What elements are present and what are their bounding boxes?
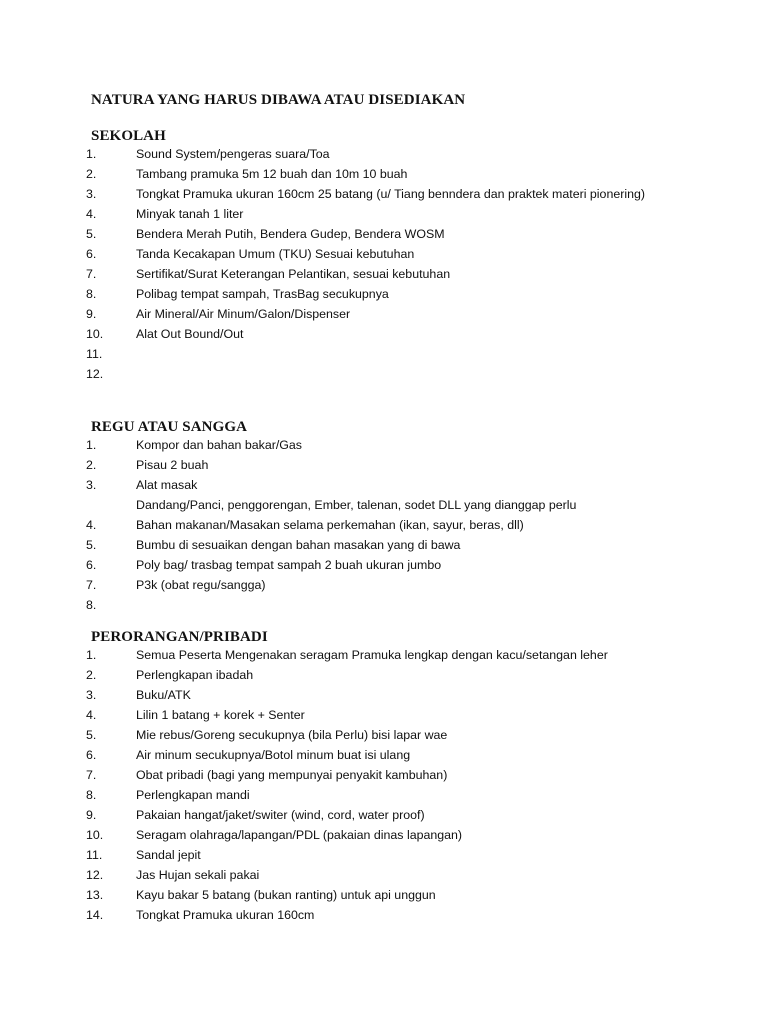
- list-item-text: Dandang/Panci, penggorengan, Ember, talenan, sodet DLL yang dianggap perlu: [136, 498, 577, 512]
- document-title: NATURA YANG HARUS DIBAWA ATAU DISEDIAKAN: [91, 92, 466, 108]
- list-item-text: Poly bag/ trasbag tempat sampah 2 buah ukuran jumbo: [136, 558, 442, 572]
- list-item-text: Kayu bakar 5 batang (bukan ranting) untuk api unggun: [136, 888, 436, 902]
- list-item-text: Mie rebus/Goreng secukupnya (bila Perlu) bisi lapar wae: [136, 728, 448, 742]
- list-item-text: Bendera Merah Putih, Bendera Gudep, Bendera WOSM: [136, 227, 445, 241]
- list-item-number: 6.: [86, 748, 97, 762]
- list-item-number: 10.: [86, 828, 104, 842]
- list-item-text: Pisau 2 buah: [136, 458, 209, 472]
- list-item-text: Seragam olahraga/lapangan/PDL (pakaian dinas lapangan): [136, 828, 463, 842]
- list-item-number: 11.: [86, 848, 103, 862]
- list-item-number: 8.: [86, 598, 97, 612]
- list-item-number: 3.: [86, 478, 97, 492]
- list-item-text: Polibag tempat sampah, TrasBag secukupnya: [136, 287, 389, 301]
- list-item-text: Pakaian hangat/jaket/switer (wind, cord, water proof): [136, 808, 425, 822]
- list-item-text: Bumbu di sesuaikan dengan bahan masakan yang di bawa: [136, 538, 461, 552]
- list-item-text: Tongkat Pramuka ukuran 160cm 25 batang (u/ Tiang benndera dan praktek materi pionering): [136, 187, 646, 201]
- list-item-number: 9.: [86, 808, 97, 822]
- list-item-number: 1.: [86, 438, 97, 452]
- list-item-number: 7.: [86, 267, 97, 281]
- list-item-number: 5.: [86, 227, 97, 241]
- list-item-number: 11.: [86, 347, 103, 361]
- list-item-number: 6.: [86, 558, 97, 572]
- list-item-number: 3.: [86, 688, 97, 702]
- list-item-number: 4.: [86, 518, 97, 532]
- list-item-number: 2.: [86, 167, 97, 181]
- list-item-text: Obat pribadi (bagi yang mempunyai penyakit kambuhan): [136, 768, 448, 782]
- list-item-text: Tanda Kecakapan Umum (TKU) Sesuai kebutuhan: [136, 247, 415, 261]
- list-item-number: 5.: [86, 728, 97, 742]
- list-item-text: Sertifikat/Surat Keterangan Pelantikan, sesuai kebutuhan: [136, 267, 451, 281]
- list-item-text: P3k (obat regu/sangga): [136, 578, 266, 592]
- list-item-number: 5.: [86, 538, 97, 552]
- section-heading-perorangan-pribadi: PERORANGAN/PRIBADI: [91, 629, 268, 645]
- list-item-number: 12.: [86, 367, 104, 381]
- list-item-text: Kompor dan bahan bakar/Gas: [136, 438, 303, 452]
- list-item-text: Tongkat Pramuka ukuran 160cm: [136, 908, 315, 922]
- list-item-number: 6.: [86, 247, 97, 261]
- list-item-text: Minyak tanah 1 liter: [136, 207, 244, 221]
- list-item-number: 4.: [86, 207, 97, 221]
- list-item-number: 1.: [86, 648, 97, 662]
- list-item-number: 12.: [86, 868, 104, 882]
- list-item-number: 9.: [86, 307, 97, 321]
- list-item-number: 13.: [86, 888, 104, 902]
- list-item-number: 8.: [86, 788, 97, 802]
- list-item-text: Sound System/pengeras suara/Toa: [136, 147, 330, 161]
- list-item-number: 7.: [86, 578, 97, 592]
- section-heading-sekolah: SEKOLAH: [91, 128, 166, 144]
- list-item-number: 14.: [86, 908, 104, 922]
- list-item-number: 2.: [86, 668, 97, 682]
- list-item-text: Jas Hujan sekali pakai: [136, 868, 260, 882]
- list-item-number: 2.: [86, 458, 97, 472]
- list-item-text: Alat masak: [136, 478, 198, 492]
- list-item-text: Buku/ATK: [136, 688, 191, 702]
- section-heading-regu-atau-sangga: REGU ATAU SANGGA: [91, 419, 248, 435]
- list-item-text: Bahan makanan/Masakan selama perkemahan (ikan, sayur, beras, dll): [136, 518, 524, 532]
- list-item-text: Perlengkapan ibadah: [136, 668, 254, 682]
- list-item-text: Sandal jepit: [136, 848, 201, 862]
- list-item-text: Lilin 1 batang + korek + Senter: [136, 708, 305, 722]
- list-item-text: Semua Peserta Mengenakan seragam Pramuka lengkap dengan kacu/setangan leher: [136, 648, 608, 662]
- list-item-text: Perlengkapan mandi: [136, 788, 250, 802]
- list-item-number: 7.: [86, 768, 97, 782]
- list-item-text: Air Mineral/Air Minum/Galon/Dispenser: [136, 307, 351, 321]
- list-item-number: 8.: [86, 287, 97, 301]
- list-item-number: 1.: [86, 147, 97, 161]
- list-item-text: Alat Out Bound/Out: [136, 327, 244, 341]
- list-item-number: 4.: [86, 708, 97, 722]
- list-item-text: Air minum secukupnya/Botol minum buat isi ulang: [136, 748, 411, 762]
- list-item-text: Tambang pramuka 5m 12 buah dan 10m 10 buah: [136, 167, 408, 181]
- list-item-number: 3.: [86, 187, 97, 201]
- list-item-number: 10.: [86, 327, 104, 341]
